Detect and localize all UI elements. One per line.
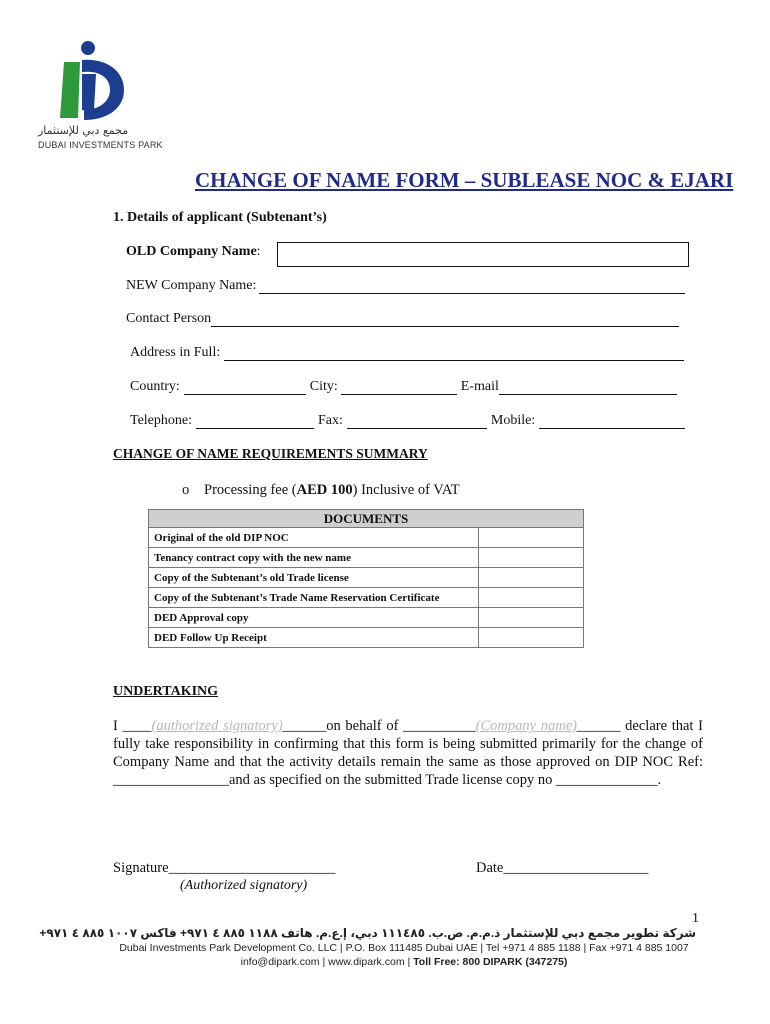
documents-table bbox=[148, 509, 584, 648]
fax-label: Fax: bbox=[318, 413, 343, 428]
country-label: Country: bbox=[130, 379, 180, 394]
logo-english-text: DUBAI INVESTMENTS PARK bbox=[38, 140, 163, 150]
new-company-label: NEW Company Name: bbox=[126, 278, 257, 293]
checkbox-cell[interactable] bbox=[479, 588, 584, 608]
footer-website-link[interactable]: www.dipark.com bbox=[328, 956, 405, 968]
table-row: Original of the old DIP NOC bbox=[149, 528, 584, 548]
fee-amount: AED 100 bbox=[296, 482, 353, 498]
footer-contact-line: info@dipark.com | www.dipark.com | Toll Free: 800 DIPARK (347275) bbox=[240, 956, 568, 968]
old-company-input[interactable] bbox=[277, 242, 689, 267]
email-field[interactable] bbox=[499, 380, 677, 395]
checkbox-cell[interactable] bbox=[479, 528, 584, 548]
checkbox-cell[interactable] bbox=[479, 568, 584, 588]
address-label: Address in Full: bbox=[130, 345, 221, 360]
table-row: DED Approval copy bbox=[149, 608, 584, 628]
table-row: Copy of the Subtenant’s old Trade license bbox=[149, 568, 584, 588]
contact-person-label: Contact Person bbox=[126, 311, 212, 326]
city-field[interactable] bbox=[341, 380, 457, 395]
section-applicant-heading: 1. Details of applicant (Subtenant’s) bbox=[113, 210, 327, 225]
new-company-field[interactable] bbox=[259, 279, 685, 294]
fax-field[interactable] bbox=[347, 414, 487, 429]
undertaking-text: I ____(authorized signatory)______on behalf of __________(Company name)______ declare that I fully take responsibility in confirming that this form is being submitted primarily for the change of Company Name and that the activity details remain the same as those approved on DIP NOC Ref: ________________and as specified on the submitted Trade license copy no ______________. bbox=[113, 718, 703, 788]
date-field[interactable]: Date____________________ bbox=[476, 860, 649, 876]
address-row bbox=[130, 345, 684, 361]
checkbox-cell[interactable] bbox=[479, 608, 584, 628]
old-company-label: OLD Company Name bbox=[126, 244, 257, 259]
country-city-email-row bbox=[130, 379, 677, 395]
mobile-field[interactable] bbox=[539, 414, 685, 429]
country-field[interactable] bbox=[184, 380, 306, 395]
email-label: E-mail bbox=[460, 379, 499, 394]
checkbox-cell[interactable] bbox=[479, 548, 584, 568]
table-row: DED Follow Up Receipt bbox=[149, 628, 584, 648]
footer-tollfree: Toll Free: 800 DIPARK (347275) bbox=[413, 956, 568, 968]
city-label: City: bbox=[309, 379, 338, 394]
footer-arabic: شركة تطوير مجمع دبي للإستثمار ذ.م.م. ص.ب. ١١١٤٨٥ دبي، إ.ع.م. هاتف ١١٨٨ ٨٨٥ ٤ ٩٧١+ فاكس ١٠٠٧ ٨٨٥ ٤ ٩٧١+ bbox=[39, 926, 696, 940]
contact-person-field[interactable] bbox=[211, 312, 679, 327]
telephone-label: Telephone: bbox=[130, 413, 192, 428]
bullet-icon: o bbox=[182, 482, 190, 498]
phone-fax-mobile-row bbox=[130, 413, 685, 429]
contact-person-row bbox=[126, 311, 679, 327]
old-company-row: OLD Company Name : bbox=[126, 244, 261, 259]
company-placeholder[interactable]: (Company name) bbox=[475, 718, 577, 734]
checkbox-cell[interactable] bbox=[479, 628, 584, 648]
logo-arabic-text: مجمع دبي للإستثمار bbox=[38, 124, 129, 137]
signature-field[interactable]: Signature_______________________ bbox=[113, 860, 336, 876]
requirements-heading: CHANGE OF NAME REQUIREMENTS SUMMARY bbox=[113, 446, 428, 461]
undertaking-heading: UNDERTAKING bbox=[113, 684, 219, 699]
mobile-label: Mobile: bbox=[490, 413, 536, 428]
new-company-row bbox=[126, 278, 685, 294]
signatory-placeholder[interactable]: (authorized signatory) bbox=[151, 718, 283, 734]
address-field[interactable] bbox=[224, 346, 684, 361]
footer-company-line: Dubai Investments Park Development Co. LLC | P.O. Box 111485 Dubai UAE | Tel +971 4 885 1188 | Fax +971 4 885 1007 bbox=[119, 942, 689, 954]
telephone-field[interactable] bbox=[196, 414, 314, 429]
processing-fee-item: o Processing fee (AED 100) Inclusive of VAT bbox=[182, 482, 460, 498]
documents-header: DOCUMENTS bbox=[149, 510, 584, 528]
table-row: Tenancy contract copy with the new name bbox=[149, 548, 584, 568]
signature-caption: (Authorized signatory) bbox=[180, 878, 308, 893]
footer-email-link[interactable]: info@dipark.com bbox=[240, 956, 320, 968]
footer bbox=[39, 926, 696, 968]
table-row: Copy of the Subtenant’s Trade Name Reservation Certificate bbox=[149, 588, 584, 608]
form-title: CHANGE OF NAME FORM – SUBLEASE NOC & EJARI bbox=[195, 168, 734, 192]
page-number: 1 bbox=[692, 911, 699, 926]
